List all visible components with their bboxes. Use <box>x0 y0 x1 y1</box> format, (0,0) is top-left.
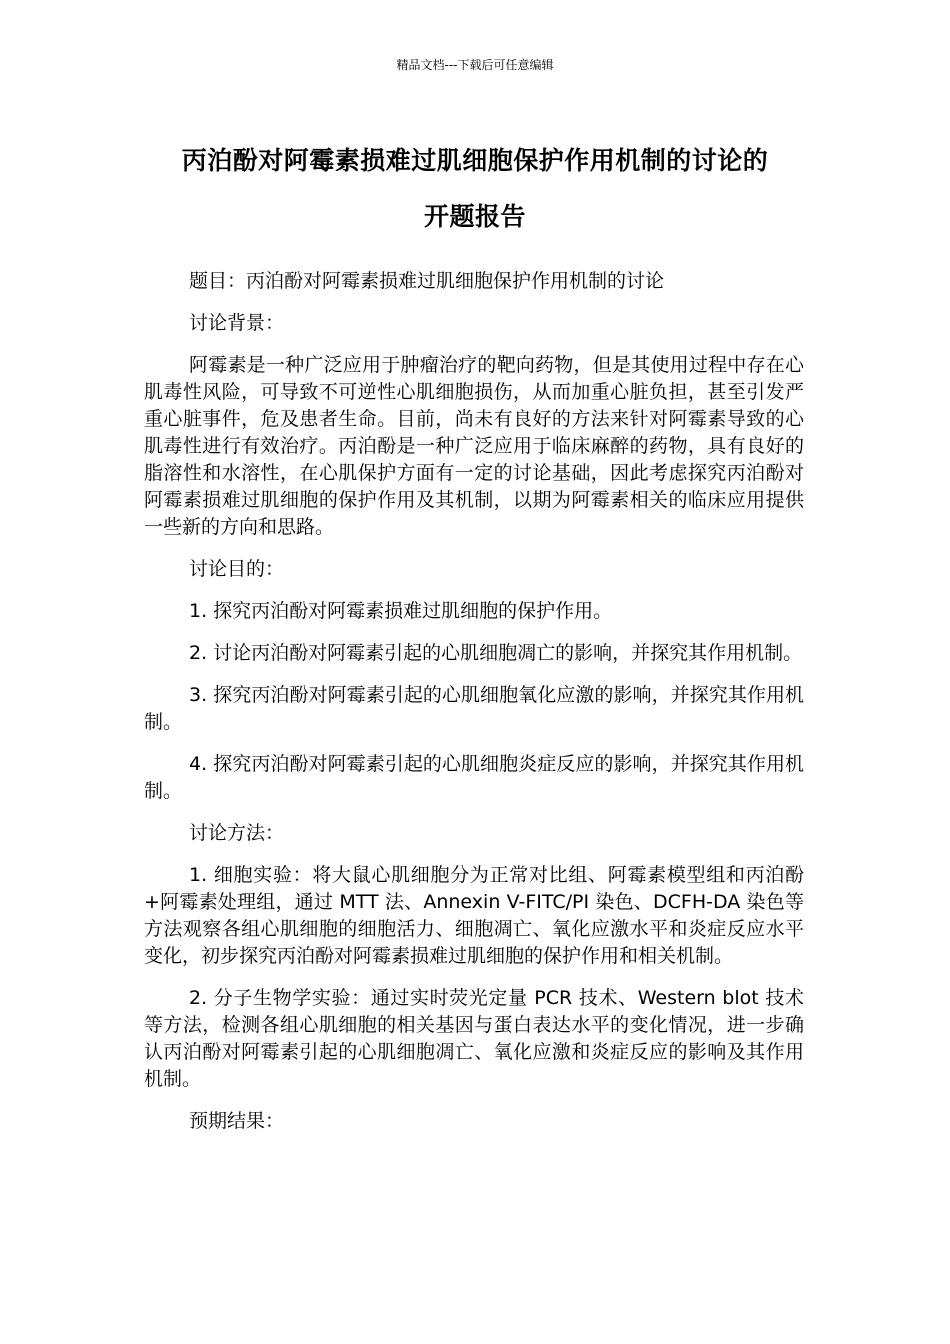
objective-item-3: 3. 探究丙泊酚对阿霉素引起的心肌细胞氧化应激的影响，并探究其作用机制。 <box>144 684 804 733</box>
document-title <box>140 133 810 245</box>
title-line-1: 丙泊酚对阿霉素损难过肌细胞保护作用机制的讨论的 <box>181 146 769 175</box>
method-item-1: 1. 细胞实验：将大鼠心肌细胞分为正常对比组、阿霉素模型组和丙泊酚+阿霉素处理组，通过 MTT 法、Annexin V-FITC/PI 染色、DCFH-DA 染色等方法观察各组心肌细胞的细胞活力、细胞凋亡、氧化应激水平和炎症反应水平变化，初步探究丙泊酚对阿霉素损难过肌细胞的保护作用和相关机制。 <box>144 864 804 967</box>
section-heading-objectives: 讨论目的： <box>189 558 285 580</box>
document-body <box>144 268 804 1150</box>
title-line-2: 开题报告 <box>423 202 526 231</box>
section-heading-methods: 讨论方法： <box>189 822 285 844</box>
section-heading-expected-results: 预期结果： <box>189 1110 285 1132</box>
section-heading-background: 讨论背景： <box>189 312 285 334</box>
subject-line: 题目：丙泊酚对阿霉素损难过肌细胞保护作用机制的讨论 <box>189 270 665 292</box>
objective-item-2: 2. 讨论丙泊酚对阿霉素引起的心肌细胞凋亡的影响，并探究其作用机制。 <box>189 642 803 664</box>
objective-item-4: 4. 探究丙泊酚对阿霉素引起的心肌细胞炎症反应的影响，并探究其作用机制。 <box>144 753 804 802</box>
page-header: 精品文档---下载后可任意编辑 <box>396 58 554 72</box>
method-item-2: 2. 分子生物学实验：通过实时荧光定量 PCR 技术、Western blot 技术等方法，检测各组心肌细胞的相关基因与蛋白表达水平的变化情况，进一步确认丙泊酚对阿霉素引起的心肌细胞凋亡、氧化应激和炎症反应的影响及其作用机制。 <box>144 987 804 1090</box>
background-paragraph: 阿霉素是一种广泛应用于肿瘤治疗的靶向药物，但是其使用过程中存在心肌毒性风险，可导致不可逆性心肌细胞损伤，从而加重心脏负担，甚至引发严重心脏事件，危及患者生命。目前，尚未有良好的方法来针对阿霉素导致的心肌毒性进行有效治疗。丙泊酚是一种广泛应用于临床麻醉的药物，具有良好的脂溶性和水溶性，在心肌保护方面有一定的讨论基础，因此考虑探究丙泊酚对阿霉素损难过肌细胞的保护作用及其机制，以期为阿霉素相关的临床应用提供一些新的方向和思路。 <box>144 354 804 538</box>
objective-item-1: 1. 探究丙泊酚对阿霉素损难过肌细胞的保护作用。 <box>189 600 613 622</box>
